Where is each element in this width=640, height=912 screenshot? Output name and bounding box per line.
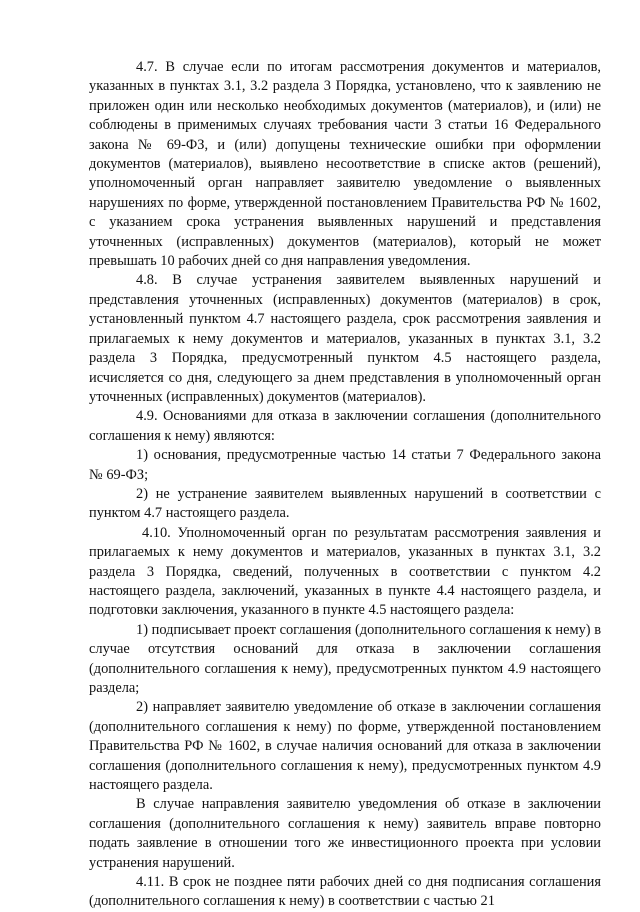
paragraph-4-9: 4.9. Основаниями для отказа в заключении соглашения (дополнительного соглашения к нему) являются: bbox=[89, 408, 601, 444]
paragraph-4-9-item-2: 2) не устранение заявителем выявленных нарушений в соответствии с пунктом 4.7 настоящего раздела. bbox=[89, 485, 601, 522]
paragraph-4-8: 4.8. В случае устранения заявителем выявленных нарушений и представления уточненных (исправленных) документов (материалов) в срок, установленный пунктом 4.7 настоящего раздела, срок рассмотрения заявления и прилагаемых к нему документов и материалов, указанных в пунктах 3.1, 3.2 раздела 3 Порядка, предусмотренный пунктом 4.5 настоящего раздела, исчисляется со дня, следующего за днем представления в уполномоченный орган уточненных (исправленных) документов (материалов). bbox=[89, 272, 601, 405]
paragraph-4-10: 4.10. Уполномоченный орган по результатам рассмотрения заявления и прилагаемых к нему документов и материалов, указанных в пунктах 3.1, 3.2 раздела 3 Порядка, сведений, полученных в соответствии с пунктом 4.2 настоящего раздела, заключений, указанных в пункте 4.4 настоящего раздела, и подготовки заключения, указанного в пункте 4.5 настоящего раздела: bbox=[89, 524, 601, 619]
paragraph-4-10-item-2: 2) направляет заявителю уведомление об отказе в заключении соглашения (дополнительного соглашения к нему) по форме, утвержденной постановлением Правительства РФ № 1602, в случае наличия оснований для отказа в заключении соглашения (дополнительного соглашения к нему), предусмотренных пунктом 4.9 настоящего раздела. bbox=[89, 699, 601, 794]
paragraph-4-11: 4.11. В срок не позднее пяти рабочих дней со дня подписания соглашения (дополнительного соглашения к нему) в соответствии с частью 21 bbox=[89, 874, 601, 910]
paragraph-4-7: 4.7. В случае если по итогам рассмотрения документов и материалов, указанных в пунктах 3.1, 3.2 раздела 3 Порядка, установлено, что к заявлению не приложен один или несколько необходимых документов (материалов), и (или) не соблюдены в применимых случаях требования части 3 статьи 16 Федерального закона № 69-ФЗ, и (или) допущены технические ошибки при оформлении документов (материалов), выявлено несоответствие в списке актов (решений), уполномоченный орган направляет заявителю уведомление о выявленных нарушениях по форме, утвержденной постановлением Правительства РФ № 1602, с указанием срока устранения выявленных нарушений и представления уточненных (исправленных) документов (материалов), который не может превышать 10 рабочих дней со дня направления уведомления. bbox=[89, 59, 601, 270]
paragraph-4-10-item-1: 1) подписывает проект соглашения (дополнительного соглашения к нему) в случае отсутствия оснований для отказа в заключении соглашения (дополнительного соглашения к нему), предусмотренных пунктом 4.9 настоящего раздела; bbox=[89, 621, 601, 696]
paragraph-4-9-item-1: 1) основания, предусмотренные частью 14 статьи 7 Федерального закона № 69-ФЗ; bbox=[89, 447, 601, 483]
paragraph-refusal-note: В случае направления заявителю уведомления об отказе в заключении соглашения (дополнительного соглашения к нему) заявитель вправе повторно подать заявление в отношении того же инвестиционного проекта при условии устранения нарушений. bbox=[89, 796, 601, 871]
document-page bbox=[89, 58, 601, 912]
